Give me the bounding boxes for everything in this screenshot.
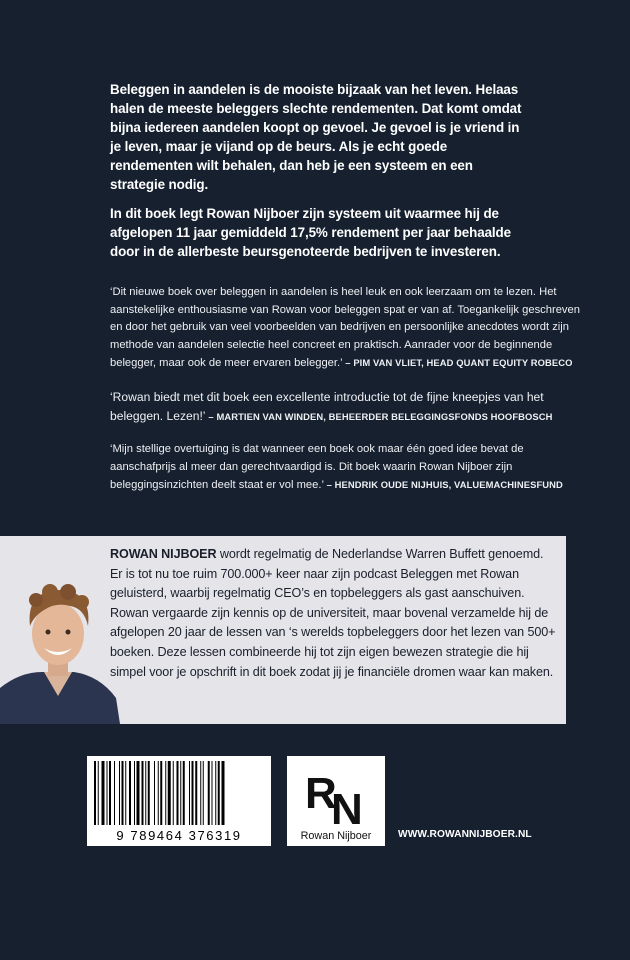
quote-2-source: – MARTIEN VAN WINDEN, BEHEERDER BELEGGINGSFONDS HOOFBOSCH: [208, 410, 553, 422]
quote-2-text: ‘Rowan biedt met dit boek een excellente introductie tot de fijne kneepjes van het beleggen. Lezen!’: [110, 389, 544, 423]
isbn-barcode: [87, 756, 271, 846]
quote-2: [110, 388, 588, 426]
quote-3-text: ‘Mijn stellige overtuiging is dat wanneer een boek ook maar één goed idee bevat de aanschafprijs al meer dan gerechtvaardigd is. Dit boek waarin Rowan Nijboer zijn beleggingsinzichten deelt staat er vol mee.’: [110, 442, 524, 492]
quote-1-source: – PIM VAN VLIET, HEAD QUANT EQUITY ROBECO: [345, 357, 573, 369]
publisher-name: Rowan Nijboer: [300, 830, 372, 842]
quote-3: [110, 441, 588, 495]
author-panel: [0, 536, 566, 724]
barcode-digits: 9 789464 376319: [116, 828, 242, 843]
quote-3-source: – HENDRIK OUDE NIJHUIS, VALUEMACHINESFUND: [326, 479, 563, 491]
quote-1: [110, 284, 588, 373]
logo-letter-n: N: [331, 785, 363, 832]
author-name: ROWAN NIJBOER: [110, 547, 217, 561]
review-quotes: [110, 284, 588, 510]
blurb-intro: [110, 80, 530, 271]
rn-logo-icon: [287, 760, 385, 832]
intro-paragraph-1: Beleggen in aandelen is de mooiste bijzaak van het leven. Helaas halen de meeste beleggers slechte rendementen. Dat komt omdat bijna iedereen aandelen koopt op gevoel. Je gevoel is je vriend in je leven, maar je vijand op de beurs. Als je echt goede rendementen wilt behalen, dan heb je een systeem en een strategie nodig.: [110, 82, 522, 192]
website-url[interactable]: WWW.ROWANNIJBOER.NL: [398, 829, 532, 840]
author-bio-text: wordt regelmatig de Nederlandse Warren Buffett genoemd. Er is tot nu toe ruim 700.000+ keer naar zijn podcast Beleggen met Rowan geluisterd, waarbij regelmatig CEO’s en topbeleggers als gast aanschuiven. Rowan vergaarde zijn kennis op de universiteit, maar bovenal verzamelde hij de afgelopen 20 jaar de lessen van ‘s werelds topbeleggers door het lezen van 500+ boeken. Deze lessen combineerde hij tot zijn eigen bewezen strategie die hij simpel voor je opschrift in dit boek zodat jij je financiële dromen waar kan maken.: [110, 547, 556, 679]
author-portrait: [0, 576, 120, 724]
quote-1-text: ‘Dit nieuwe boek over beleggen in aandelen is heel leuk en ook leerzaam om te lezen. Het aanstekelijke enthousiasme van Rowan voor beleggen spat er van af. Toegankelijk geschreven en door het gebruik van veel voorbeelden van bedrijven en persoonlijke anecdotes wordt zijn methode van aandelen selectie heel concreet en praktisch. Aanrader voor de beginnende belegger, maar ook de meer ervaren belegger.’: [110, 286, 580, 370]
barcode-bars-icon: [92, 761, 266, 825]
logo-letter-r: R: [305, 769, 337, 818]
intro-paragraph-2: In dit boek legt Rowan Nijboer zijn systeem uit waarmee hij de afgelopen 11 jaar gemiddeld 17,5% rendement per jaar behaalde door in de allerbeste beursgenoteerde bedrijven te investeren.: [110, 206, 511, 259]
publisher-logo: [287, 756, 385, 846]
author-bio: [110, 545, 556, 682]
